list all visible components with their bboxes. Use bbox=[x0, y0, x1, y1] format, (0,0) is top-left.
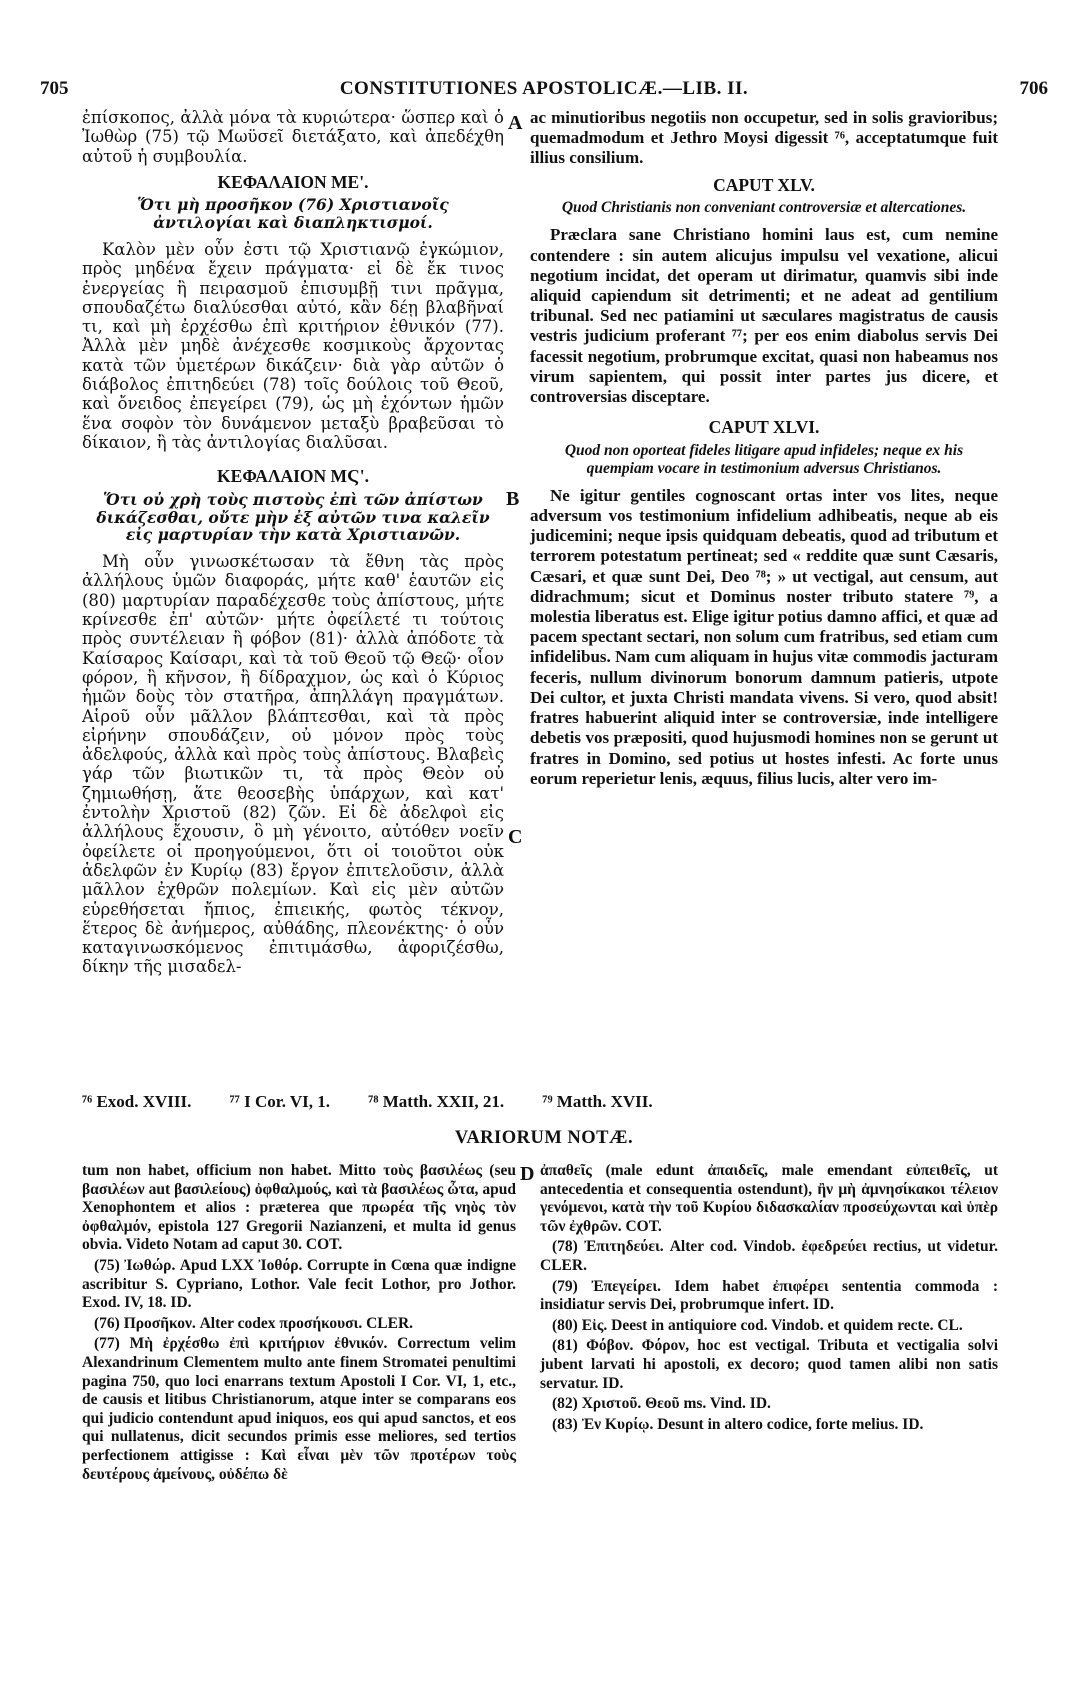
greek-column bbox=[82, 108, 504, 981]
note-paragraph: tum non habet, officium non habet. Mitto τοὺς βασιλέως (seu βασιλέων aut βασιλείους) ὀφθαλμούς, καὶ τὰ βασιλέως ὦτα, apud Xenophontem et alios : præterea que πρωρέα τῆς νηὸς τὸν ὀφθαλμόν, epistola 127 Gregorii Nazianzeni, et multa id genus obvia. Videto Notam ad caput 30. COT. bbox=[82, 1162, 516, 1254]
note-79: (79) Ἐπεγείρει. Idem habet ἐπιφέρει sententia commoda : insidiatur servis Dei, probrumque infert. ID. bbox=[540, 1277, 998, 1314]
running-header bbox=[40, 78, 1048, 108]
scripture-references bbox=[82, 1092, 998, 1112]
notes-right-column bbox=[540, 1162, 998, 1436]
running-title: CONSTITUTIONES APOSTOLICÆ.—LIB. II. bbox=[339, 78, 749, 99]
chapter-46-greek-text: Μὴ οὖν γινωσκέτωσαν τὰ ἔθνη τὰς πρὸς ἀλλήλους ὑμῶν διαφοράς, μήτε καθ' ἑαυτῶν εἰς (80) μαρτυρίαν παραδέχεσθε τοὺς ἀπίστους, μήτε κρίνεσθε ἐπ' αὐτῶν· μήτε ὀφείλετέ τι τούτοις πρὸς συντέλειαν ἢ φόβον (81)· ἀλλὰ ἀπόδοτε τὰ Καίσαρος Καίσαρι, καὶ τὰ τοῦ Θεοῦ τῷ Θεῷ· οἷον φόρον, ἢ κῆνσον, ἢ δίδραχμον, ὡς καὶ ὁ Κύριος ἡμῶν δοὺς τὸν στατῆρα, ἀπηλλάγη πραγμάτων. Αἱροῦ οὖν μᾶλλον βλάπτεσθαι, καὶ τὰ πρὸς εἰρήνην σπουδάζειν, οὐ μόνον πρὸς τοὺς ἀδελφούς, ἀλλὰ καὶ πρὸς τοὺς ἀπίστους. Βλαβεὶς γάρ τῶν βιωτικῶν τι, τὰ πρὸς Θεὸν οὐ ζημιωθήσῃ, ἅτε θεοσεβὴς ὑπάρχων, καὶ κατ' ἐντολὴν Χριστοῦ (82) ζῶν. Εἰ δὲ ἀδελφοὶ εἰς ἀλλήλους ἔχουσιν, ὃ μὴ γένοιτο, αὐτόθεν νοεῖν ὀφείλετε οἱ προηγούμενοι, ὅτι οἱ τοιοῦτοι οὐκ ἀδελφῶν ἐν Κυρίῳ (83) ἔργον ἐπιτελοῦσιν, ἀλλὰ μᾶλλον ἐχθρῶν πολεμίων. Καὶ εἰς μὲν αὐτῶν εὑρεθήσεται ἤπιος, ἐπιεικής, φωτὸς τέκνον, ἕτερος δὲ ἀνήμερος, αὐθάδης, πλεονέκτης· ὁ οὖν καταγινωσκόμενος ἐπιτιμάσθω, ἀφοριζέσθω, δίκην τῆς μισαδελ- bbox=[82, 552, 504, 977]
note-76: (76) Προσῆκον. Alter codex προσήκουσι. CLER. bbox=[94, 1314, 414, 1332]
latin-opening: ac minutioribus negotiis non occupetur, sed in solis gravioribus; quemadmodum et Jethro Moysi digessit ⁷⁶, acceptatumque fuit illius consilium. bbox=[530, 108, 998, 168]
chapter-46-greek-heading: ΚΕΦΑΛΑΙΟΝ ΜϚ'. bbox=[217, 466, 369, 487]
chapter-46-greek-rubric: Ὅτι οὐ χρὴ τοὺς πιστοὺς ἐπὶ τῶν ἀπίστων δικάζεσθαι, οὔτε μὴν ἐξ αὐτῶν τινα καλεῖν εἰς μαρτυρίαν τὴν κατὰ Χριστιανῶν. bbox=[96, 489, 490, 545]
notes-left-column bbox=[82, 1162, 516, 1486]
chapter-46-latin-text: Ne igitur gentiles cognoscant ortas inter vos lites, neque adversum vos testimonium infidelium adhibeatis, neque ab eis judicemini; neque ipsis quidquam debeatis, quod ad tributum et terrorem potestatum pertineat; sed « reddite quæ sunt Cæsaris, Cæsari, et quæ sunt Dei, Deo ⁷⁸; » ut vectigal, aut censum, aut didrachmum; sicut et Dominus noster tributo statere ⁷⁹, a molestia liberatus est. Elige igitur potius damno affici, et quæ ad pacem spectant sectari, non solum cum fratribus, sed etiam cum infidelibus. Nam cum aliquam in hujus vitæ commodis jacturam feceris, nullum divinorum bonorum damnum patieris, utpote Dei cultor, et juxta Christi mandata vivens. Si vero, quod absit! fratres habuerint aliquid inter se controversiæ, inde intelligere debetis vos præpositi, quod hujusmodi homines non se gerunt ut fratres in Domino, sed potius ut hostes infesti. Ac forte unus eorum reperietur lenis, æquus, filius lucis, alter vero im- bbox=[530, 485, 998, 788]
reference-78: ⁷⁸ Matth. XXII, 21. bbox=[368, 1092, 505, 1111]
chapter-45-greek-heading: ΚΕΦΑΛΑΙΟΝ ΜΕ'. bbox=[217, 171, 369, 192]
margin-letter-c: C bbox=[508, 826, 523, 848]
note-81: (81) Φόβον. Φόρον, hoc est vectigal. Tributa et vectigalia solvi jubent larvati hi apostoli, ex decoro; quod tamen alibi non satis servatur. ID. bbox=[540, 1337, 998, 1392]
chapter-45-latin-text: Præclara sane Christiano homini laus est, cum nemine contendere : sin autem alicujus impulsu vel vexatione, alicui negotium incidat, det operam ut dirimatur, quamvis sibi inde aliquid capiendum sit detrimenti; et ne adeat ad gentilium tribunal. Sed nec patiamini ut sæculares magistratus de causis vestris judicium proferant ⁷⁷; per eos enim diabolus servis Dei facessit negotium, probrumque excitat, quasi non habeamus nos virum sapientem, qui possit inter partes jus dicere, et controversias disceptare. bbox=[530, 225, 998, 407]
greek-opening: ἐπίσκοπος, ἀλλὰ μόνα τὰ κυριώτερα· ὥσπερ καὶ ὁ Ἰωθὼρ (75) τῷ Μωϋσεῖ διετάξατο, καὶ ἀπεδέχθη αὐτοῦ ἡ συμβουλία. bbox=[82, 108, 504, 166]
note-77: (77) Μὴ ἐρχέσθω ἐπὶ κριτήριον ἐθνικόν. Correctum velim Alexandrinum Clementem multo ante finem Stromatei penultimi pagina 750, quo loci enarrans textum Apostoli I Cor. VI, 1, etc., de causis et litibus Christianorum, atque inter se comparans eos qui judicio contendunt apud iniquos, eos qui apud sanctos, et eos qui nullatenus, dicit secundos primis esse meliores, sed tertios perfectionem attigisse : Καὶ εἶναι μὲν τῶν προτέρων τοὺς δευτέρους ἀμείνους, οὐδέπω δὲ bbox=[82, 1335, 516, 1483]
margin-letter-d: D bbox=[520, 1163, 535, 1185]
chapter-45-latin-heading: CAPUT XLV. bbox=[713, 174, 815, 195]
reference-76: ⁷⁶ Exod. XVIII. bbox=[82, 1092, 192, 1111]
notes-title: VARIORUM NOTÆ. bbox=[454, 1128, 634, 1148]
reference-77: ⁷⁷ I Cor. VI, 1. bbox=[229, 1092, 331, 1111]
page-number-left: 705 bbox=[40, 78, 69, 99]
chapter-45-latin-rubric: Quod Christianis non conveniant controversiæ et altercationes. bbox=[561, 199, 967, 217]
note-80: (80) Εἰς. Deest in antiquiore cod. Vindob. et quidem recte. CL. bbox=[552, 1316, 963, 1334]
note-75: (75) Ἰωθώρ. Apud LXX Ἰοθόρ. Corrupte in Cœna quæ indigne ascribitur S. Cypriano, Lothor. Vale fecit Lothor, pro Jothor. Exod. IV, 18. ID. bbox=[82, 1256, 516, 1312]
chapter-45-greek-text: Καλὸν μὲν οὖν ἐστι τῷ Χριστιανῷ ἐγκώμιον, πρὸς μηδένα ἔχειν πράγματα· εἰ δὲ ἔκ τινος ἐνεργείας ἢ πειρασμοῦ ἐπισυμβῇ τινι πρᾶγμα, σπουδαζέτω διαλύεσθαι αὐτό, κἂν δέῃ βλαβῆναί τι, καὶ μὴ ἐρχέσθω ἐπὶ κριτήριον ἐθνικόν (77). Ἀλλὰ μὲν μηδὲ ἀνέχεσθε κοσμικοὺς ἄρχοντας κατὰ τῶν ὑμετέρων δικάζειν· διὰ γὰρ αὐτῶν ὁ διάβολος ἐπιτηδεύει (78) τοῖς δούλοις τοῦ Θεοῦ, καὶ ὄνειδος ἐπεγείρει (79), ὡς μὴ ἐχόντων ἡμῶν ἕνα σοφὸν τὸν δυνάμενον μεταξὺ βραβεῦσαι τὸ δίκαιον, ἢ τὰς ἀντιλογίας διαλῦσαι. bbox=[82, 239, 504, 452]
reference-79: ⁷⁹ Matth. XVII. bbox=[542, 1092, 653, 1111]
chapter-46-latin-heading: CAPUT XLVI. bbox=[708, 417, 820, 438]
margin-letter-a: A bbox=[508, 112, 523, 134]
latin-column bbox=[530, 108, 998, 793]
note-83: (83) Ἐν Κυρίῳ. Desunt in altero codice, forte melius. ID. bbox=[552, 1415, 924, 1433]
note-82: (82) Χριστοῦ. Θεοῦ ms. Vind. ID. bbox=[552, 1395, 771, 1413]
chapter-46-latin-rubric: Quod non oporteat fideles litigare apud infideles; neque ex his quempiam vocare in testimonium adversus Christianos. bbox=[564, 442, 964, 477]
page-number-right: 706 bbox=[1019, 78, 1048, 99]
note-78: (78) Ἐπιτηδεύει. Alter cod. Vindob. ἐφεδρεύει rectius, ut videtur. CLER. bbox=[540, 1238, 998, 1274]
chapter-45-greek-rubric: Ὅτι μὴ πρoσῆκον (76) Χριστιανοῖς ἀντιλογίαι καὶ διαπληκτισμοί. bbox=[137, 195, 449, 233]
margin-letter-b: B bbox=[506, 488, 520, 510]
note-paragraph: ἀπαθεῖς (male edunt ἀπαιδεῖς, male emendant εὐπειθεῖς, ut antecedentia et consequentia ostendunt), ἢν μὴ ἀμνησίκακοι τέλειον γενόμενοι, κατὰ τὴν τοῦ Κυρίου διδασκαλίαν προσεύχωνται καὶ ὑπὲρ τῶν ἐχθρῶν. COT. bbox=[540, 1162, 998, 1235]
